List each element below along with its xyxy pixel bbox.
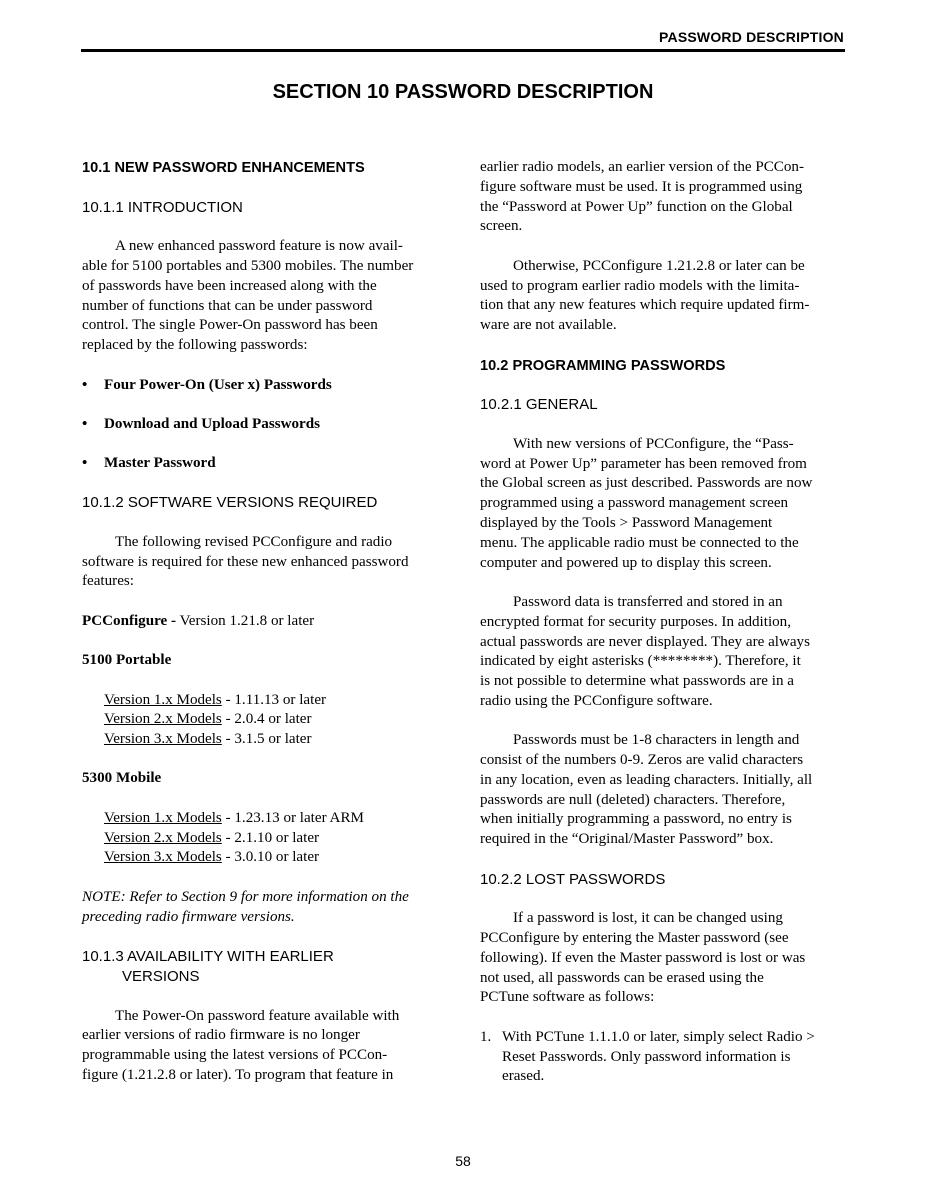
- line: programmable using the latest versions of PCCon-: [82, 1047, 388, 1064]
- bullet-item: [82, 454, 448, 474]
- heading-10-1-1: 10.1.1 INTRODUCTION: [82, 198, 243, 216]
- line: is not possible to determine what passwords are in a: [480, 673, 794, 690]
- line: used to program earlier radio models with the limita-: [480, 277, 800, 294]
- line: earlier versions of radio firmware is no longer: [82, 1027, 360, 1044]
- model-line: [82, 809, 448, 829]
- line: erased.: [502, 1068, 545, 1085]
- bullet-icon: •: [82, 415, 88, 432]
- bullet-text: Download and Upload Passwords: [104, 415, 320, 432]
- model-line: [82, 730, 448, 750]
- mobile-label: 5300 Mobile: [82, 770, 162, 787]
- left-column: [82, 158, 448, 1086]
- model-version: - 3.0.10 or later: [221, 849, 320, 866]
- line: number of functions that can be under password: [82, 297, 373, 314]
- line: The Power-On password feature available with: [115, 1007, 400, 1024]
- line: PCTune software as follows:: [480, 989, 655, 1006]
- paragraph-otherwise: [480, 257, 846, 336]
- bullet-item: [82, 376, 448, 396]
- line: features:: [82, 573, 134, 590]
- paragraph-password-data: [480, 593, 846, 712]
- paragraph-general: [480, 435, 846, 574]
- model-version: - 1.11.13 or later: [221, 691, 327, 708]
- bullet-text: Four Power-On (User x) Passwords: [104, 376, 332, 393]
- line: PCConfigure by entering the Master password (see: [480, 930, 789, 947]
- header-rule: [81, 49, 845, 52]
- model-line: [82, 829, 448, 849]
- line: not used, all passwords can be erased using the: [480, 969, 764, 986]
- line: required in the “Original/Master Password” box.: [480, 831, 774, 848]
- line: If a password is lost, it can be changed using: [513, 910, 783, 927]
- line: consist of the numbers 0-9. Zeros are valid characters: [480, 752, 804, 769]
- line: radio using the PCConfigure software.: [480, 692, 713, 709]
- line: word at Power Up” parameter has been removed from: [480, 455, 807, 472]
- heading-10-1-3: [82, 947, 448, 987]
- line: Passwords must be 1-8 characters in length and: [513, 732, 800, 749]
- pcconfigure-version: [82, 612, 448, 632]
- model-line: [82, 691, 448, 711]
- model-name: Version 2.x Models: [104, 829, 222, 846]
- line: figure software must be used. It is programmed using: [480, 178, 803, 195]
- model-name: Version 3.x Models: [104, 849, 222, 866]
- heading-line: VERSIONS: [122, 968, 200, 986]
- line: of passwords have been increased along with the: [82, 277, 377, 294]
- model-version: - 2.1.10 or later: [221, 829, 320, 846]
- heading-10-1: 10.1 NEW PASSWORD ENHANCEMENTS: [82, 160, 365, 176]
- line: With PCTune 1.1.1.0 or later, simply select Radio >: [502, 1028, 815, 1045]
- note: [82, 888, 448, 928]
- line: displayed by the Tools > Password Management: [480, 514, 773, 531]
- line: Reset Passwords. Only password information is: [502, 1048, 791, 1065]
- model-name: Version 3.x Models: [104, 731, 222, 748]
- pcconfigure-label: PCConfigure -: [82, 612, 177, 629]
- line: With new versions of PCConfigure, the “Pass-: [513, 435, 794, 452]
- heading-line: 10.1.3 AVAILABILITY WITH EARLIER: [82, 948, 334, 966]
- line: earlier radio models, an earlier version of the PCCon-: [480, 159, 804, 175]
- model-version: - 3.1.5 or later: [221, 731, 312, 748]
- page-number: 58: [455, 1153, 471, 1169]
- bullet-item: [82, 415, 448, 435]
- line: preceding radio firmware versions.: [82, 908, 295, 925]
- numbered-item: [480, 1028, 846, 1087]
- line: software is required for these new enhanced password: [82, 553, 409, 570]
- line: The following revised PCConfigure and radio: [115, 533, 393, 550]
- line: Password data is transferred and stored in an: [513, 593, 783, 610]
- line: Otherwise, PCConfigure 1.21.2.8 or later can be: [513, 257, 805, 274]
- line: when initially programming a password, no entry is: [480, 811, 792, 828]
- line: in any location, even as leading characters. Initially, all: [480, 771, 813, 788]
- right-column: [480, 158, 846, 1087]
- bullet-icon: •: [82, 376, 88, 393]
- model-version: - 1.23.13 or later ARM: [221, 809, 364, 826]
- line: A new enhanced password feature is now avail-: [115, 238, 403, 255]
- line: screen.: [480, 218, 523, 235]
- line: programmed using a password management screen: [480, 495, 789, 512]
- line: encrypted format for security purposes. In addition,: [480, 613, 792, 630]
- line: tion that any new features which require updated firm-: [480, 297, 810, 314]
- portable-label: 5100 Portable: [82, 652, 172, 669]
- model-version: - 2.0.4 or later: [221, 711, 312, 728]
- line: the “Password at Power Up” function on the Global: [480, 198, 793, 215]
- bullet-icon: •: [82, 455, 88, 472]
- line: the Global screen as just described. Passwords are now: [480, 475, 813, 492]
- line: figure (1.21.2.8 or later). To program that feature in: [82, 1067, 394, 1084]
- line: menu. The applicable radio must be connected to the: [480, 534, 799, 551]
- line: replaced by the following passwords:: [82, 337, 308, 354]
- line: ware are not available.: [480, 317, 617, 334]
- item-number: 1.: [480, 1028, 492, 1045]
- line: passwords are null (deleted) characters. Therefore,: [480, 791, 786, 808]
- line: control. The single Power-On password has been: [82, 317, 378, 334]
- line: NOTE: Refer to Section 9 for more information on the: [82, 888, 409, 905]
- bullet-text: Master Password: [104, 455, 216, 472]
- section-title: SECTION 10 PASSWORD DESCRIPTION: [272, 81, 654, 103]
- paragraph-introduction: [82, 237, 448, 356]
- model-name: Version 1.x Models: [104, 691, 222, 708]
- heading-10-1-2: 10.1.2 SOFTWARE VERSIONS REQUIRED: [82, 494, 378, 512]
- pcconfigure-value: Version 1.21.8 or later: [176, 612, 315, 629]
- model-line: [82, 848, 448, 868]
- line: following). If even the Master password is lost or was: [480, 949, 806, 966]
- model-name: Version 1.x Models: [104, 809, 222, 826]
- running-head: PASSWORD DESCRIPTION: [659, 29, 844, 45]
- line: computer and powered up to display this screen.: [480, 554, 772, 571]
- model-name: Version 2.x Models: [104, 711, 222, 728]
- heading-10-2: 10.2 PROGRAMMING PASSWORDS: [480, 357, 726, 374]
- model-line: [82, 710, 448, 730]
- line: actual passwords are never displayed. They are always: [480, 633, 810, 650]
- line: indicated by eight asterisks (********). Therefore, it: [480, 653, 801, 670]
- paragraph-length: [480, 731, 846, 850]
- paragraph-software: [82, 533, 448, 592]
- heading-10-2-1: 10.2.1 GENERAL: [480, 396, 598, 414]
- paragraph-continued: [480, 158, 846, 237]
- paragraph-lost: [480, 909, 846, 1008]
- paragraph-availability: [82, 1007, 448, 1086]
- heading-10-2-2: 10.2.2 LOST PASSWORDS: [480, 870, 666, 888]
- line: able for 5100 portables and 5300 mobiles. The number: [82, 257, 414, 274]
